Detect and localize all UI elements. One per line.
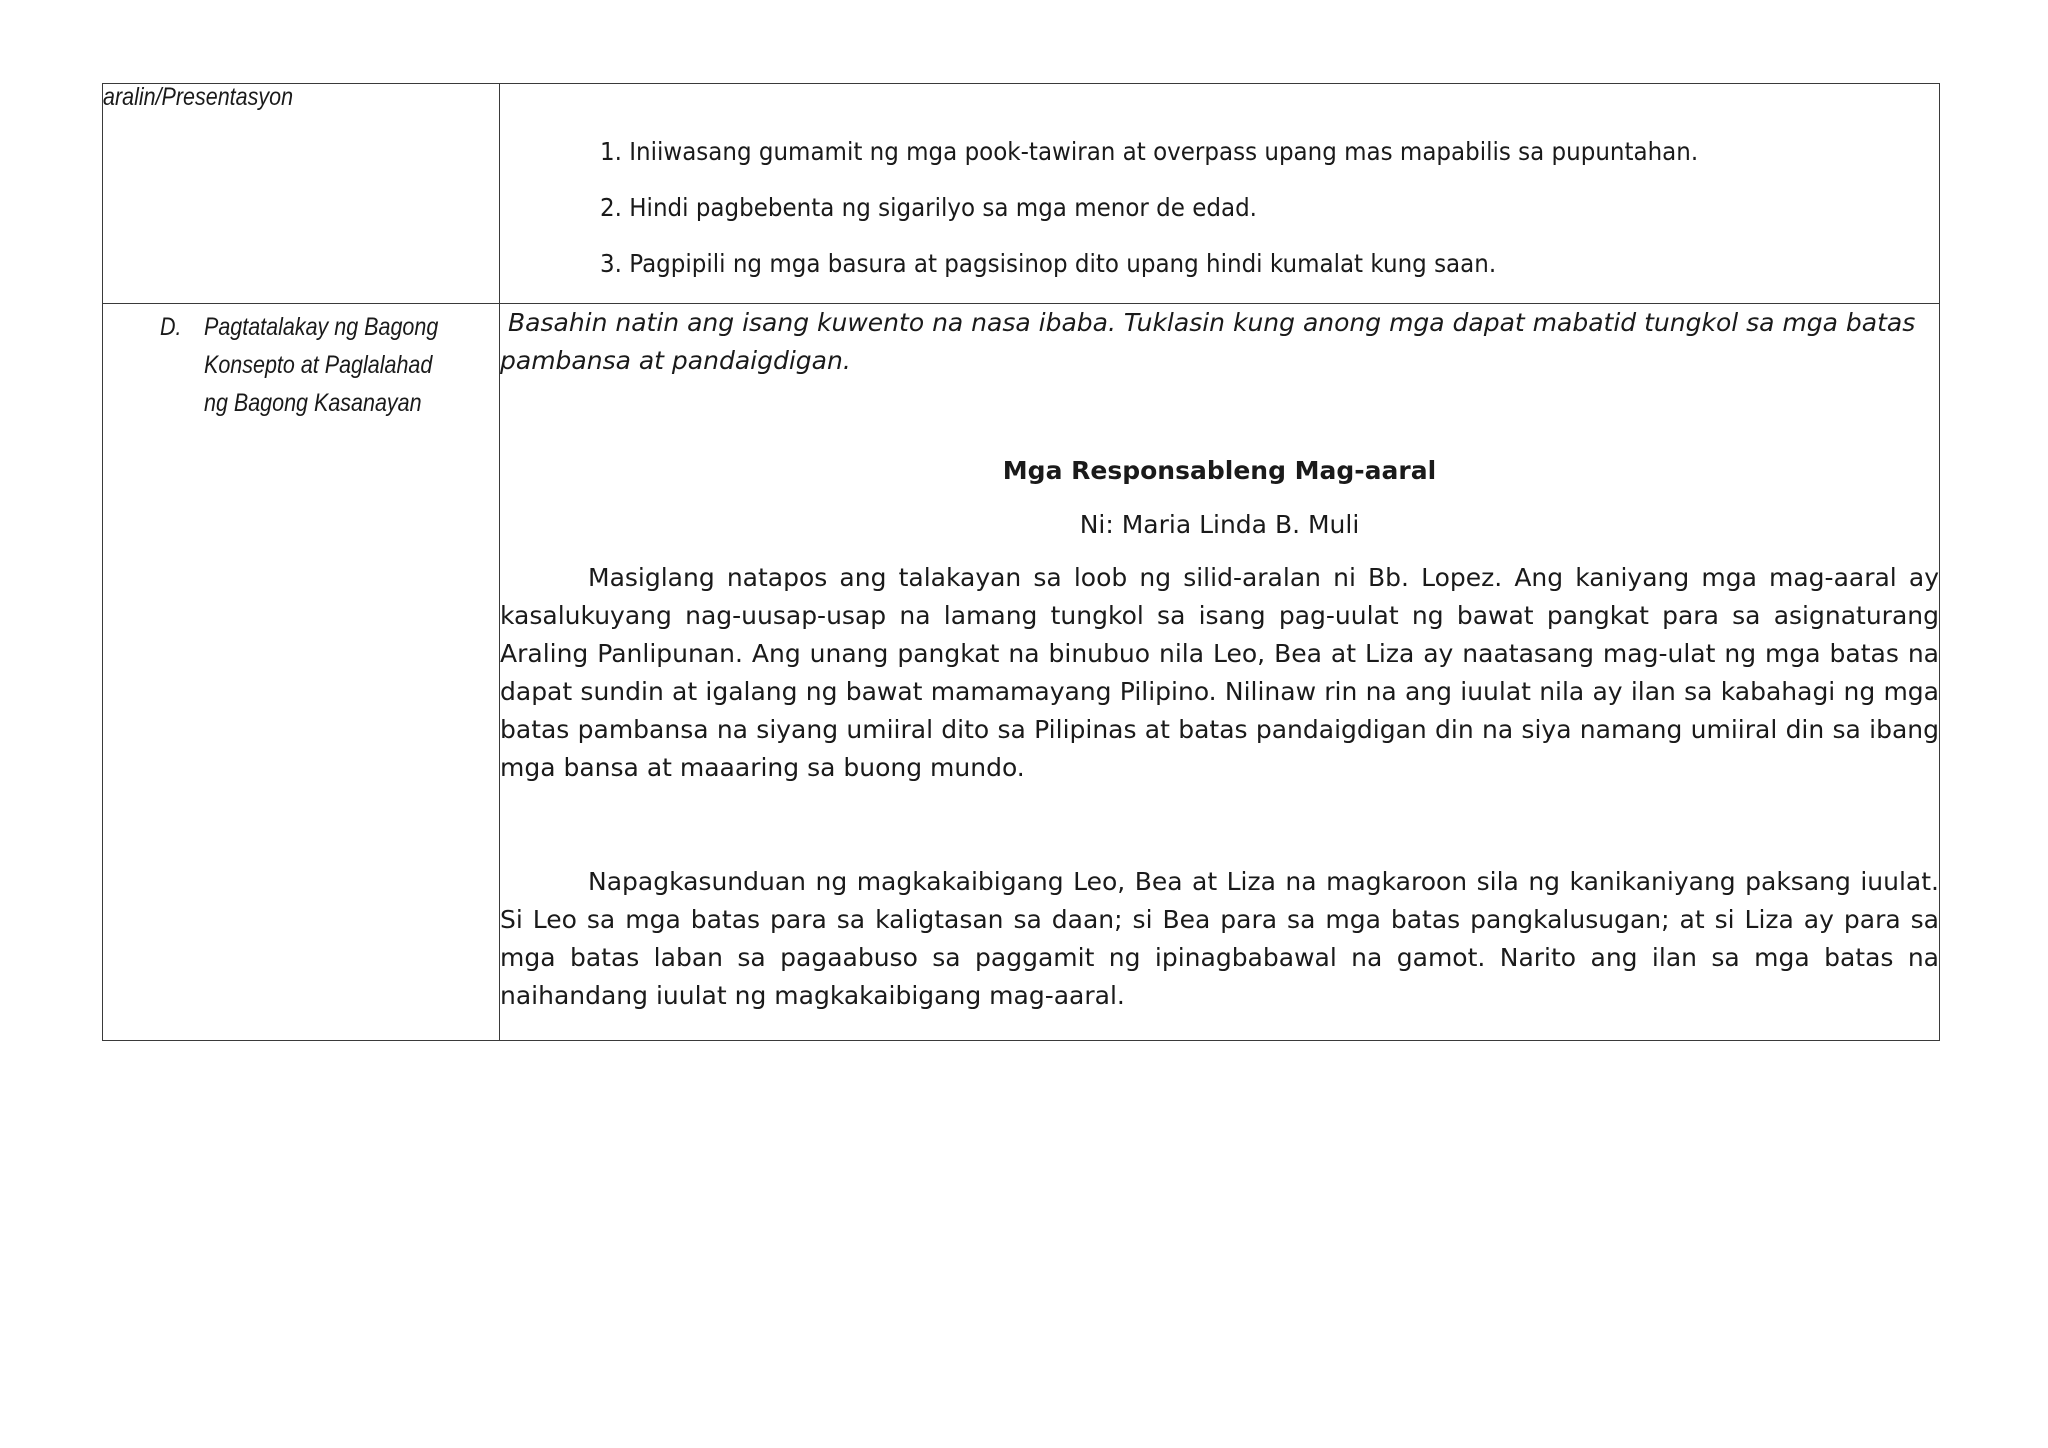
- row-content-cell: [500, 304, 1940, 1041]
- row-content-cell: [500, 84, 1940, 304]
- row-label-cell: [103, 304, 500, 1041]
- table-row: [103, 84, 1940, 304]
- instruction-text: Basahin natin ang isang kuwento na nasa ibaba. Tuklasin kung anong mga dapat mabatid tungkol sa mga batas pambansa at pandaigdigan.: [500, 308, 1916, 375]
- example-list: [500, 84, 1939, 279]
- row-label-cell: [103, 84, 500, 304]
- list-item: 1. Iniiwasang gumamit ng mga pook-tawiran at overpass upang mas mapabilis sa pupuntahan.: [600, 137, 1699, 166]
- story-author: Ni: Maria Linda B. Muli: [1079, 510, 1360, 539]
- story-paragraph: Masiglang natapos ang talakayan sa loob ng silid-aralan ni Bb. Lopez. Ang kaniyang mga mag-aaral ay kasalukuyang nag-uusap-usap na lamang tungkol sa isang pag-uulat ng bawat pangkat para sa asignaturang Araling Panlipunan. Ang unang pangkat na binubuo nila Leo, Bea at Liza ay naatasang mag-ulat ng mga batas na dapat sundin at igalang ng bawat mamamayang Pilipino. Nilinaw rin na ang iuulat nila ay ilan sa kabahagi ng mga batas pambansa na siyang umiiral dito sa Pilipinas at batas pandaigdigan din na siya namang umiiral din sa ibang mga bansa at maaaring sa buong mundo.: [500, 563, 1939, 782]
- list-item: 2. Hindi pagbebenta ng sigarilyo sa mga menor de edad.: [600, 193, 1257, 222]
- section-letter: D.: [160, 313, 182, 341]
- list-item: 3. Pagpipili ng mga basura at pagsisinop dito upang hindi kumalat kung saan.: [600, 249, 1497, 278]
- lesson-plan-table: [102, 83, 1940, 1041]
- row-label: Pagtatalakay ng Bagong Konsepto at Paglalahad ng Bagong Kasanayan: [204, 313, 439, 417]
- story-paragraph: Napagkasunduan ng magkakaibigang Leo, Bea at Liza na magkaroon sila ng kanikaniyang paksang iuulat. Si Leo sa mga batas para sa kaligtasan sa daan; si Bea para sa mga batas pangkalusugan; at si Liza ay para sa mga batas laban sa pagaabuso sa paggamit ng ipinagbabawal na gamot. Narito ang ilan sa mga batas na naihandang iuulat ng magkakaibigang mag-aaral.: [500, 867, 1939, 1010]
- story-title: Mga Responsableng Mag-aaral: [1002, 456, 1437, 485]
- row-label: aralin/Presentasyon: [103, 83, 294, 111]
- table-row: [103, 304, 1940, 1041]
